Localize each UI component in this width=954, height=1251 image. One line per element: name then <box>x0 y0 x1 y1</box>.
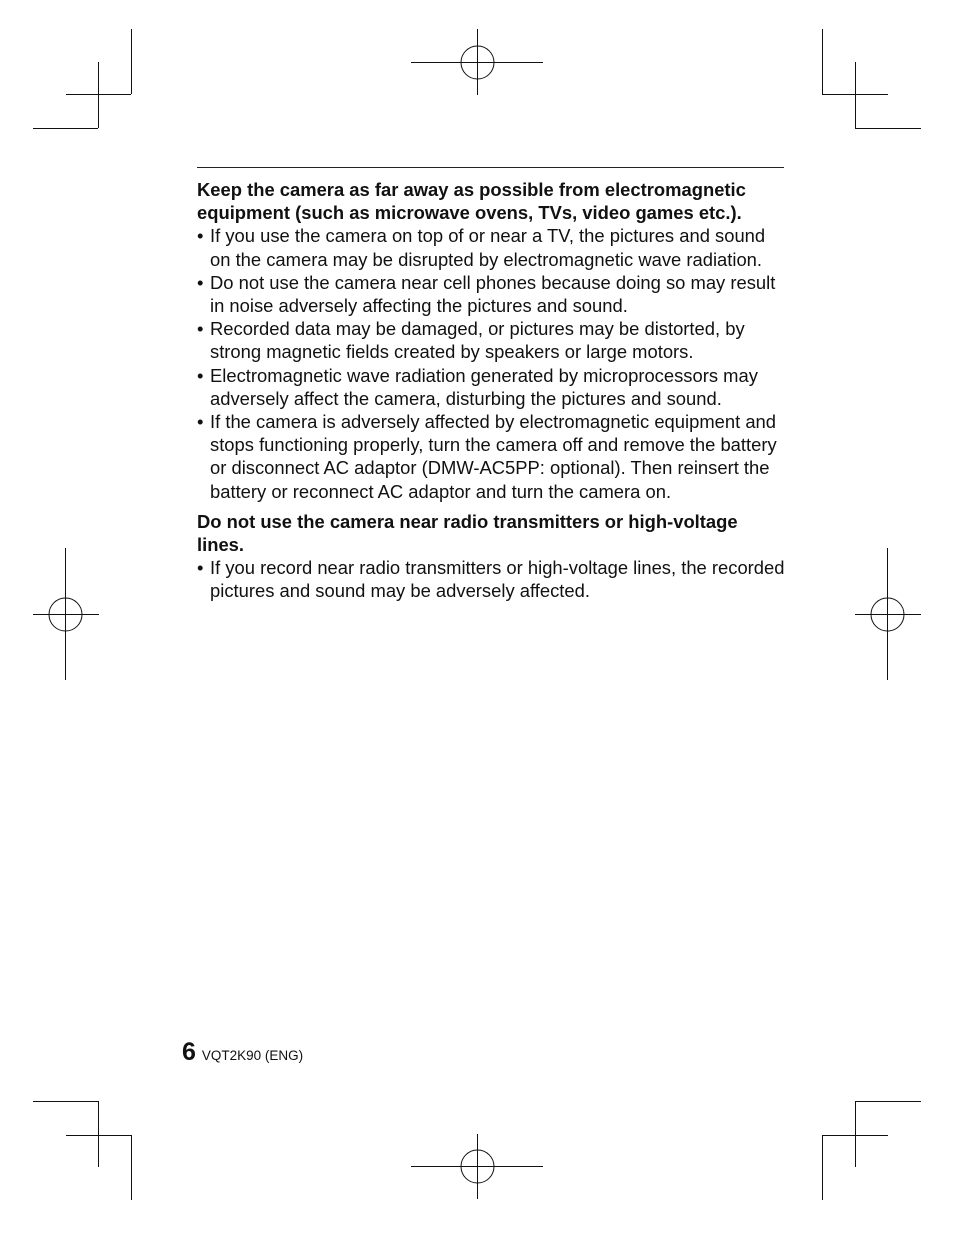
list-item-text: Electromagnetic wave radiation generated by microprocessors may adversely affect the camera, disturbing the pictures and sound. <box>210 364 758 409</box>
precautions-content <box>197 178 787 603</box>
list-item-text: If you record near radio transmitters or high-voltage lines, the recorded pictures and sound may be adversely affected. <box>210 557 785 602</box>
bullet-list <box>197 556 787 602</box>
bullet-glyph: • <box>197 557 204 579</box>
list-item <box>197 410 787 503</box>
bullet-glyph: • <box>197 271 204 293</box>
list-item <box>197 556 787 602</box>
section-heading: Keep the camera as far away as possible from electromagnetic equipment (such as microwave ovens, TVs, video games etc.). <box>197 179 746 224</box>
section-radio-transmitters <box>197 510 787 603</box>
section-electromagnetic <box>197 178 787 503</box>
bullet-list <box>197 224 787 502</box>
bullet-glyph: • <box>197 318 204 340</box>
list-item-text: Do not use the camera near cell phones because doing so may result in noise adversely affecting the pictures and sound. <box>210 271 776 317</box>
page-footer <box>182 1038 303 1067</box>
bullet-glyph: • <box>197 225 204 247</box>
list-item-text: If the camera is adversely affected by electromagnetic equipment and stops functioning properly, turn the camera off and remove the battery or disconnect AC adaptor (DMW-AC5PP: optional). Then reinsert the battery or reconnect AC adaptor and turn the camera on. <box>210 411 777 502</box>
page-number: 6 <box>182 1038 196 1066</box>
list-item <box>197 317 787 363</box>
top-rule <box>197 167 784 168</box>
bullet-glyph: • <box>197 411 204 433</box>
section-heading: Do not use the camera near radio transmitters or high-voltage lines. <box>197 510 738 556</box>
list-item-text: Recorded data may be damaged, or pictures may be distorted, by strong magnetic fields created by speakers or large motors. <box>210 318 745 363</box>
bullet-glyph: • <box>197 364 204 386</box>
document-code: VQT2K90 (ENG) <box>201 1048 304 1063</box>
list-item <box>197 271 787 317</box>
list-item-text: If you use the camera on top of or near a TV, the pictures and sound on the camera may be disrupted by electromagnetic wave radiation. <box>210 225 766 270</box>
list-item <box>197 224 787 270</box>
list-item <box>197 364 787 410</box>
